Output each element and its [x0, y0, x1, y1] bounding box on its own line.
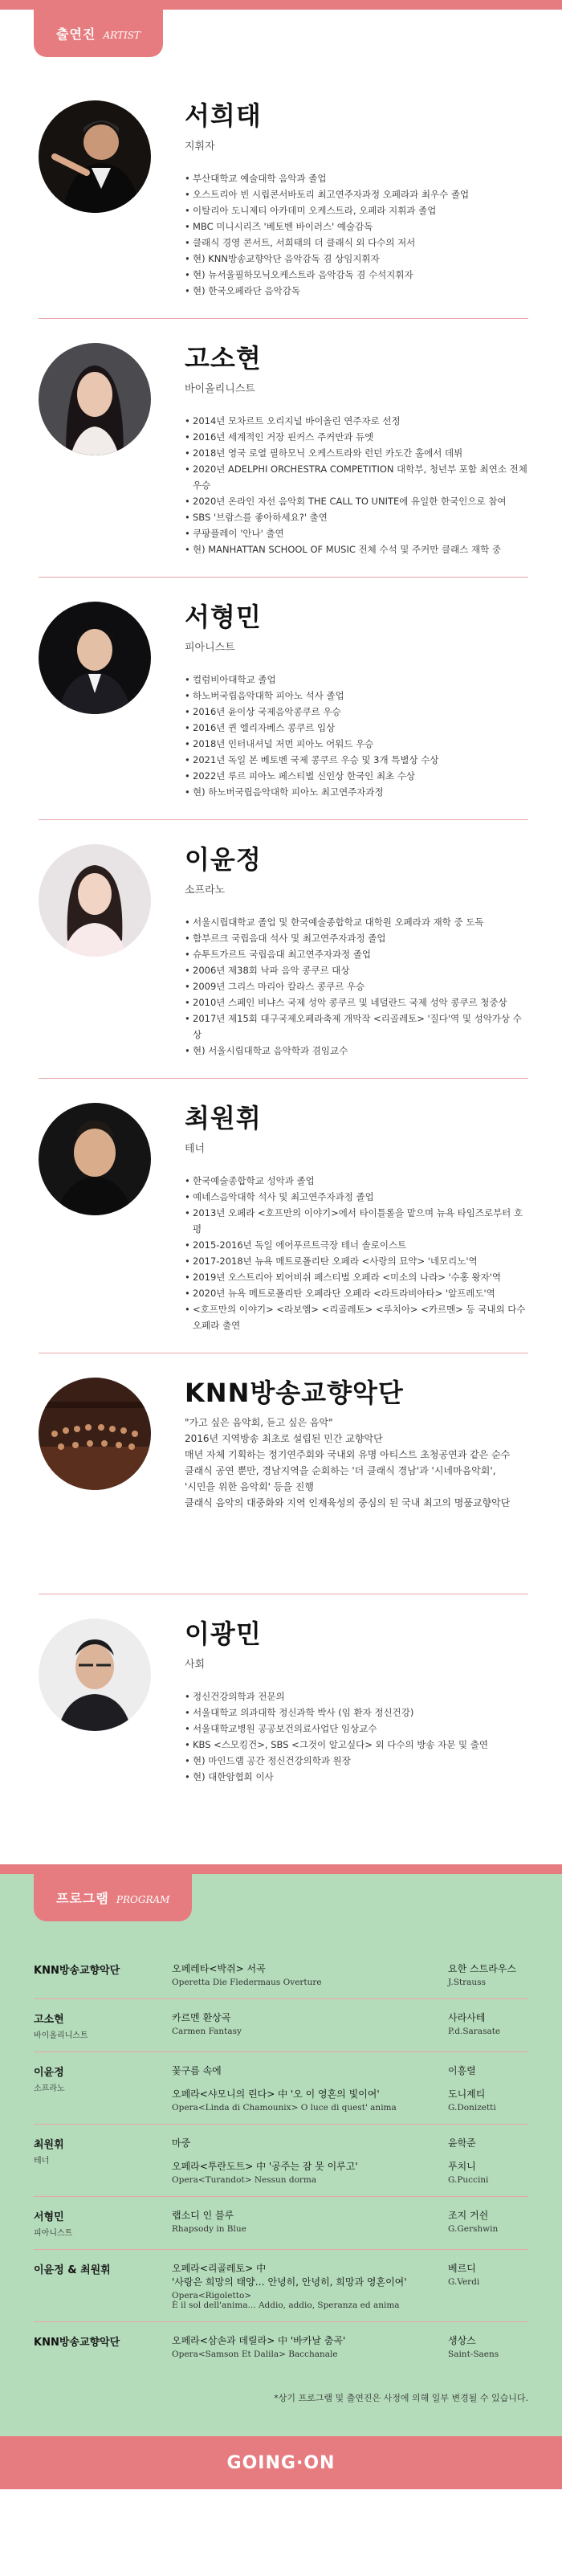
orchestra-intro [185, 1415, 528, 1511]
work-title: 오페라<삼손과 데릴라> 中 '바카날 춤곡' [172, 2335, 346, 2346]
program-row [34, 2197, 528, 2250]
career-item: • 2020년 ADELPHI ORCHESTRA COMPETITION 대학부, 청년부 포함 최연소 전체 우승 [185, 461, 528, 493]
program-section [0, 1864, 562, 2436]
artists-tab-label: 출연진 [56, 27, 96, 42]
work-title-en: Opera<Turandot> Nessun dorma [172, 2175, 317, 2185]
work-title-en: Opera<Rigoletto> È il sol dell'anima... Addio, addio, Speranza ed anima [172, 2291, 400, 2310]
career-item: • 2019년 오스트리아 뫼어비쉬 페스티벌 오페라 <미소의 나라> '수홍 왕자'역 [185, 1269, 528, 1285]
performer-name: 서형민 [34, 2211, 64, 2223]
program-row [34, 2250, 528, 2322]
career-item: • 오스트리아 빈 시립콘서바토리 최고연주자과정 오페라과 최우수 졸업 [185, 186, 528, 202]
composer-name: 베르디 [448, 2263, 476, 2274]
work-title: 오페라<투란도트> 中 '공주는 잠 못 이루고' [172, 2161, 358, 2172]
artist-card [39, 319, 528, 578]
career-item: • 2016년 퀸 엘리자베스 콩쿠르 입상 [185, 720, 528, 736]
intro-line: 클래식 공연 뿐만, 경남지역을 순회하는 '더 클래식 경남'과 '시네마음악회', [185, 1465, 496, 1476]
career-item: • 2009년 그리스 마리아 칼라스 콩쿠르 우승 [185, 978, 528, 994]
artist-photo [39, 343, 151, 455]
work-title: 오페라<리골레토> 中 '사랑은 희망의 태양… 안녕히, 안녕히, 희망과 영혼이여' [172, 2263, 407, 2288]
work-title-en: Opera<Samson Et Dalila> Bacchanale [172, 2349, 338, 2359]
artist-career-list [185, 1173, 528, 1333]
work-title: 랩소디 인 블루 [172, 2210, 234, 2221]
career-item: • 현) KNN방송교향악단 음악감독 겸 상임지휘자 [185, 251, 528, 267]
artist-card [39, 578, 528, 820]
career-item: • 2021년 독일 본 베토벤 국제 콩쿠르 우승 및 3개 특별상 수상 [185, 752, 528, 768]
career-item: • 2013년 오페라 <호프만의 이야기>에서 타이틀롤을 맡으며 뉴욕 타임즈로부터 호평 [185, 1205, 528, 1237]
work-title-en: Rhapsody in Blue [172, 2224, 246, 2234]
career-item: • 2006년 제38회 낙파 음악 콩쿠르 대상 [185, 962, 528, 978]
career-item: • 정신건강의학과 전문의 [185, 1688, 528, 1704]
career-item: • 현) 마인드랩 공간 정신건강의학과 원장 [185, 1753, 528, 1769]
career-item: • SBS '브람스를 좋아하세요?' 출연 [185, 509, 528, 525]
career-item: • 서울대학교병원 공공보건의료사업단 임상교수 [185, 1721, 528, 1737]
artist-name: 이윤정 [185, 844, 262, 875]
performer-name: 최원휘 [34, 2139, 64, 2151]
performer-name: 이윤정 & 최원휘 [34, 2264, 111, 2276]
program-note: *상기 프로그램 및 출연진은 사정에 의해 일부 변경될 수 있습니다. [274, 2393, 528, 2403]
artist-name: 서희태 [185, 100, 262, 131]
work-title: 오페라<샤모니의 린다> 中 '오 이 영혼의 빛이여' [172, 2088, 380, 2100]
artist-role: 사회 [185, 1659, 206, 1671]
career-item: • 클래식 경영 콘서트, 서희태의 더 클래식 외 다수의 저서 [185, 235, 528, 251]
career-item: • 컬럼비아대학교 졸업 [185, 672, 528, 688]
artist-career-list [185, 1688, 528, 1785]
performer-role: 피아니스트 [34, 2229, 73, 2238]
artist-card [39, 1353, 528, 1594]
artist-photo [39, 602, 151, 714]
composer-name-en: G.Puccini [448, 2175, 489, 2185]
career-item: • 2022년 루르 피아노 페스티벌 신인상 한국인 최초 수상 [185, 768, 528, 784]
career-item: • 2018년 인터내셔널 저먼 피아노 어워드 우승 [185, 736, 528, 752]
program-row [34, 2322, 528, 2370]
career-item: • 2010년 스페인 비냐스 국제 성악 콩쿠르 및 네덜란드 국제 성악 콩쿠르 청중상 [185, 994, 528, 1010]
intro-line: 클래식 음악의 대중화와 지역 인재육성의 중심의 된 국내 최고의 명품교향악단 [185, 1497, 511, 1508]
performer-name: KNN방송교향악단 [34, 2337, 120, 2349]
career-item: • 이탈리아 도니제티 아카데미 오케스트라, 오페라 지휘과 졸업 [185, 202, 528, 218]
performer-role: 바이올리니스트 [34, 2031, 88, 2040]
career-item: • 하노버국립음악대학 피아노 석사 졸업 [185, 688, 528, 704]
top-accent-bar [0, 0, 562, 10]
career-item: • 현) 대한암협회 이사 [185, 1769, 528, 1785]
composer-name-en: G.Donizetti [448, 2103, 496, 2113]
program-row [34, 1950, 528, 1999]
artist-role: 지휘자 [185, 141, 215, 153]
career-item: • 서울대학교 의과대학 정신과학 박사 (임 환자 정신건강) [185, 1704, 528, 1721]
career-item: • 슈투트가르트 국립음대 최고연주자과정 졸업 [185, 946, 528, 962]
composer-name-en: G.Gershwin [448, 2224, 499, 2234]
career-item: • 2015-2016년 독일 에어푸르트극장 테너 솔로이스트 [185, 1237, 528, 1253]
intro-line: '시민을 위한 음악회' 등을 진행 [185, 1481, 314, 1492]
program-accent-bar [0, 1864, 562, 1874]
artist-role: 피아니스트 [185, 642, 235, 654]
career-item: • 현) 뉴서울필하모닉오케스트라 음악감독 겸 수석지휘자 [185, 267, 528, 283]
intro-line: 2016년 지역방송 최초로 설립된 민간 교향악단 [185, 1433, 383, 1444]
artist-role: 바이올리니스트 [185, 383, 255, 395]
artist-career-list [185, 413, 528, 557]
artist-card [39, 820, 528, 1079]
performer-role: 테너 [34, 2157, 50, 2166]
composer-name-en: P.d.Sarasate [448, 2027, 501, 2036]
artist-career-list [185, 170, 528, 299]
career-item: • <호프만의 이야기> <라보엠> <리골레토> <루치아> <카르멘> 등 국내외 다수 오페라 출연 [185, 1301, 528, 1333]
career-item: • MBC 미니시리즈 '베토벤 바이러스' 예술감독 [185, 218, 528, 235]
intro-line: 매년 자체 기획하는 정기연주회와 국내외 유명 아티스트 초청공연과 같은 순수 [185, 1449, 511, 1460]
artist-name: 고소현 [185, 343, 262, 374]
composer-name: 사라사테 [448, 2012, 486, 2023]
work-title: 마중 [172, 2137, 191, 2149]
artist-name: 서형민 [185, 602, 262, 632]
program-section-tab [34, 1874, 192, 1921]
performer-name: KNN방송교향악단 [34, 1965, 120, 1977]
artist-role: 소프라노 [185, 884, 226, 896]
artist-card [39, 1079, 528, 1353]
program-tab-label: 프로그램 [56, 1891, 109, 1906]
artist-photo [39, 1103, 151, 1215]
artist-name: KNN방송교향악단 [185, 1378, 404, 1408]
composer-name-en: Saint-Saens [448, 2349, 499, 2359]
artist-career-list [185, 672, 528, 800]
career-item: • 서울시립대학교 졸업 및 한국예술종합학교 대학원 오페라과 재학 중 도독 [185, 914, 528, 930]
program-row [34, 1999, 528, 2052]
career-item: • 함부르크 국립음대 석사 및 최고연주자과정 졸업 [185, 930, 528, 946]
program-row [34, 2125, 528, 2197]
career-item: • 2016년 윤이상 국제음악콩쿠르 우승 [185, 704, 528, 720]
artist-card [39, 1594, 528, 1835]
composer-name: 생상스 [448, 2335, 476, 2346]
composer-name-en: J.Strauss [448, 1978, 486, 1987]
composer-name: 이흥렬 [448, 2065, 476, 2076]
artist-photo [39, 100, 151, 213]
career-item: • KBS <스모킹건>, SBS <그것이 알고싶다> 외 다수의 방송 자문 및 출연 [185, 1737, 528, 1753]
composer-name: 윤학준 [448, 2137, 476, 2149]
artists-section-tab [34, 10, 163, 57]
artist-photo [39, 844, 151, 957]
work-title: 꽃구름 속에 [172, 2065, 222, 2076]
performer-name: 고소현 [34, 2014, 64, 2026]
composer-name: 조지 거쉰 [448, 2210, 489, 2221]
career-item: • 부산대학교 예술대학 음악과 졸업 [185, 170, 528, 186]
program-table [34, 1950, 528, 2370]
composer-name: 푸치니 [448, 2161, 476, 2172]
career-item: • 2018년 영국 로열 필하모닉 오케스트라와 런던 카도간 홀에서 데뷔 [185, 445, 528, 461]
intro-line: "가고 싶은 음악회, 듣고 싶은 음악" [185, 1417, 333, 1428]
work-title-en: Carmen Fantasy [172, 2027, 242, 2036]
footer [0, 2436, 562, 2489]
career-item: • 쿠팡플레이 '안나' 출연 [185, 525, 528, 541]
career-item: • 현) 서울시립대학교 음악학과 겸임교수 [185, 1043, 528, 1059]
career-item: • 2017년 제15회 대구국제오페라축제 개막작 <리골레토> '질다'역 및 성악가상 수상 [185, 1010, 528, 1043]
career-item: • 2014년 모차르트 오리지널 바이올린 연주자로 선정 [185, 413, 528, 429]
program-row [34, 2052, 528, 2125]
artist-name: 이광민 [185, 1619, 262, 1649]
career-item: • 2020년 온라인 자선 음악회 THE CALL TO UNITE에 유일한 한국인으로 참여 [185, 493, 528, 509]
artist-card [39, 76, 528, 319]
artists-tab-label-en: ARTIST [103, 30, 140, 41]
performer-role: 소프라노 [34, 2084, 65, 2093]
artist-photo [39, 1619, 151, 1731]
orchestra-photo [39, 1378, 151, 1490]
program-tab-label-en: PROGRAM [116, 1894, 170, 1905]
work-title-en: Opera<Linda di Chamounix> O luce di quest' anima [172, 2103, 397, 2113]
composer-name-en: G.Verdi [448, 2277, 480, 2287]
career-item: • 현) 하노버국립음악대학 피아노 최고연주자과정 [185, 784, 528, 800]
work-title: 카르멘 환상곡 [172, 2012, 231, 2023]
career-item: • 한국예술종합학교 성악과 졸업 [185, 1173, 528, 1189]
artist-role: 테너 [185, 1143, 206, 1155]
career-item: • 예네스음악대학 석사 및 최고연주자과정 졸업 [185, 1189, 528, 1205]
work-title: 오페레타<박쥐> 서곡 [172, 1963, 266, 1974]
career-item: • 2016년 세계적인 거장 핀커스 주커만과 듀엣 [185, 429, 528, 445]
artists-list [0, 57, 562, 1864]
work-title-en: Operetta Die Fledermaus Overture [172, 1978, 322, 1987]
performer-name: 이윤정 [34, 2067, 64, 2079]
composer-name: 도니제티 [448, 2088, 486, 2100]
career-item: • 현) MANHATTAN SCHOOL OF MUSIC 전체 수석 및 주커만 클래스 재학 중 [185, 541, 528, 557]
career-item: • 2020년 뉴욕 메트로폴리탄 오페라단 오페라 <라트라비아타> '알프레도'역 [185, 1285, 528, 1301]
composer-name: 요한 스트라우스 [448, 1963, 516, 1974]
career-item: • 현) 한국오페라단 음악감독 [185, 283, 528, 299]
going-on-logo: GOING·ON [226, 2452, 336, 2473]
career-item: • 2017-2018년 뉴욕 메트로폴리탄 오페라 <사랑의 묘약> '네모리노'역 [185, 1253, 528, 1269]
artist-career-list [185, 914, 528, 1059]
artist-name: 최원휘 [185, 1103, 262, 1133]
